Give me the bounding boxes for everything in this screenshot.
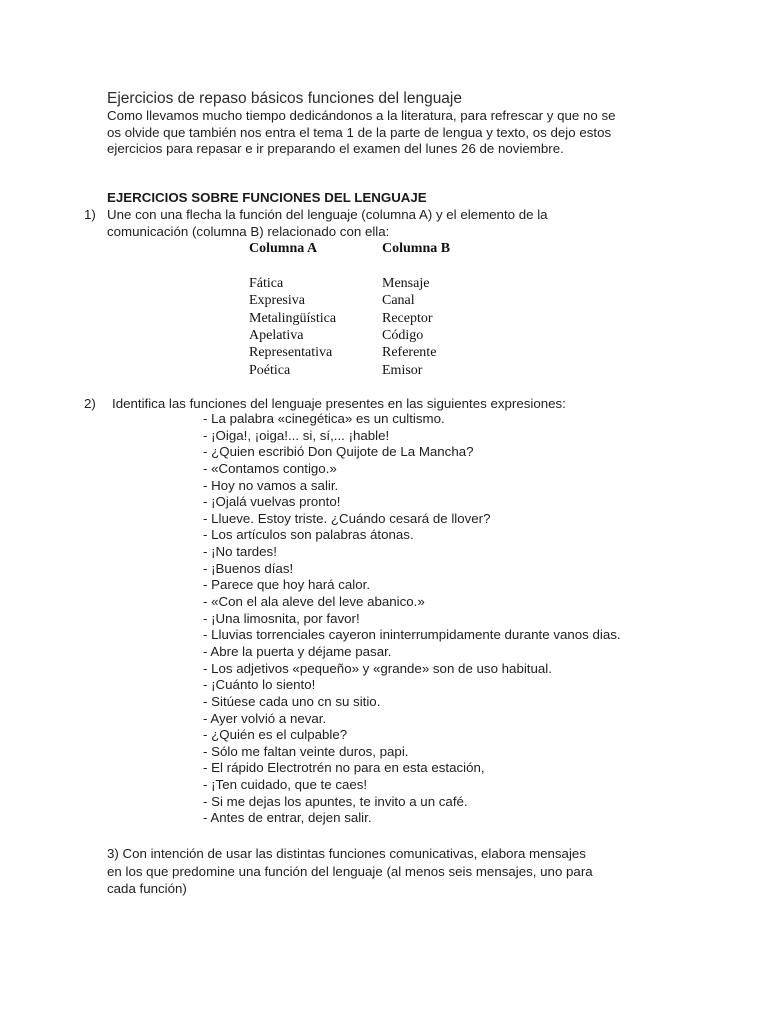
column-b-item: Canal <box>382 293 415 309</box>
expression-item: - ¡Ten cuidado, que te caes! <box>203 777 368 793</box>
column-a-item: Metalingüística <box>249 310 337 326</box>
column-a-item: Apelativa <box>249 328 304 344</box>
column-a-item: Representativa <box>249 345 333 361</box>
exercise-3-line: en los que predomine una función del lenguaje (al menos seis mensajes, uno para <box>107 863 593 879</box>
column-a-header: Columna A <box>249 241 318 256</box>
exercise-1-line: comunicación (columna B) relacionado con ella: <box>107 223 390 239</box>
expression-item: - Los adjetivos «pequeño» y «grande» son de uso habitual. <box>203 660 552 676</box>
intro-line: Como llevamos mucho tiempo dedicándonos a la literatura, para refrescar y que no se <box>107 108 616 123</box>
exercise-3-line: 3) Con intención de usar las distintas funciones comunicativas, elabora mensajes <box>107 846 586 861</box>
column-b-item: Mensaje <box>382 275 430 291</box>
expression-item: - ¿Quien escribió Don Quijote de La Mancha? <box>203 444 474 460</box>
column-a-item: Fática <box>249 275 284 291</box>
expression-item: - Los artículos son palabras átonas. <box>203 527 414 543</box>
expression-item: - Sitúese cada uno cn su sitio. <box>203 693 381 709</box>
intro-paragraph <box>107 108 616 158</box>
column-a <box>249 240 336 379</box>
page-title: Ejercicios de repaso básicos funciones del lenguaje <box>107 90 462 107</box>
column-b-header: Columna B <box>382 241 451 256</box>
expression-item: - La palabra «cinegética» es un cultismo. <box>203 411 445 426</box>
column-a-item: Poética <box>249 362 291 378</box>
section-heading: EJERCICIOS SOBRE FUNCIONES DEL LENGUAJE <box>107 190 427 205</box>
column-a-item: Expresiva <box>249 293 305 309</box>
exercise-2-number: 2) <box>84 396 96 411</box>
expression-list <box>203 411 621 827</box>
column-b <box>382 240 450 379</box>
expression-item: - «Con el ala aleve del leve abanico.» <box>203 594 425 610</box>
expression-item: - Sólo me faltan veinte duros, papi. <box>203 743 409 759</box>
exercise-1-number: 1) <box>84 207 96 222</box>
expression-item: - ¡Cuánto lo siento! <box>203 677 316 693</box>
expression-item: - Antes de entrar, dejen salir. <box>203 810 372 826</box>
expression-item: - ¡Oiga!, ¡oiga!... si, sí,... ¡hable! <box>203 427 390 443</box>
intro-line: os olvide que también nos entra el tema 1 de la parte de lengua y texto, os dejo estos <box>107 124 612 140</box>
expression-item: - «Contamos contigo.» <box>203 460 337 476</box>
exercise-1-instructions <box>107 207 548 240</box>
expression-item: - ¡Buenos días! <box>203 560 294 576</box>
intro-line: ejercicios para repasar e ir preparando el examen del lunes 26 de noviembre. <box>107 141 564 156</box>
exercise-3 <box>107 845 593 898</box>
expression-item: - Parece que hoy hará calor. <box>203 577 371 593</box>
column-b-item: Referente <box>382 345 437 361</box>
column-b-item: Emisor <box>382 362 423 378</box>
expression-item: - ¡Una limosnita, por favor! <box>203 610 360 626</box>
exercise-2-instructions: Identifica las funciones del lenguaje presentes en las siguientes expresiones: <box>112 396 566 411</box>
expression-item: - Lluvias torrenciales cayeron ininterrumpidamente durante vanos dias. <box>203 627 621 643</box>
expression-item: - Llueve. Estoy triste. ¿Cuándo cesará de llover? <box>203 510 491 526</box>
expression-item: - Ayer volvió a nevar. <box>203 710 327 726</box>
expression-item: - ¡No tardes! <box>203 544 277 560</box>
column-b-item: Receptor <box>382 310 433 326</box>
expression-item: - ¡Ojalá vuelvas pronto! <box>203 494 341 510</box>
expression-item: - Abre la puerta y déjame pasar. <box>203 643 392 659</box>
exercise-3-line: cada función) <box>107 881 187 896</box>
expression-item: - Hoy no vamos a salir. <box>203 477 339 493</box>
expression-item: - Si me dejas los apuntes, te invito a un café. <box>203 793 468 809</box>
expression-item: - El rápido Electrotrén no para en esta estación, <box>203 760 485 776</box>
expression-item: - ¿Quién es el culpable? <box>203 727 348 743</box>
column-b-item: Código <box>382 328 424 344</box>
exercise-1-line: Une con una flecha la función del lenguaje (columna A) y el elemento de la <box>107 207 548 222</box>
